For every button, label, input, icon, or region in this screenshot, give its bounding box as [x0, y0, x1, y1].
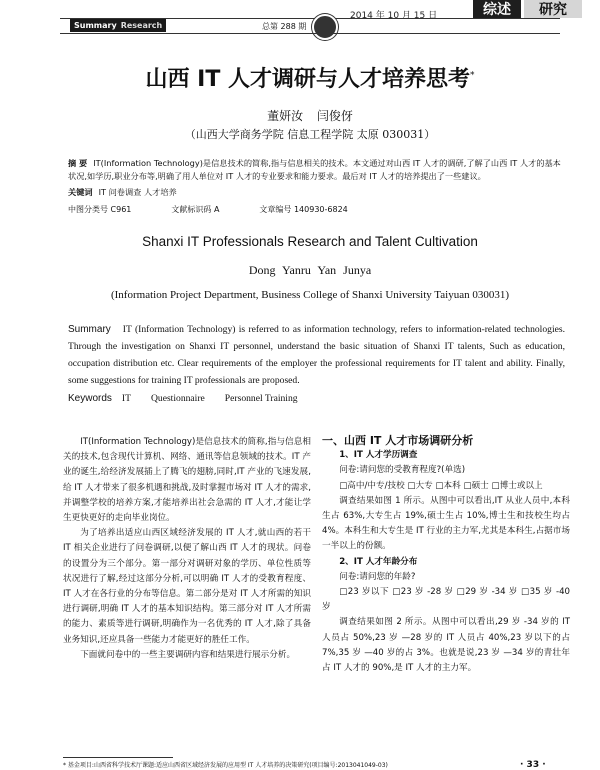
abstract-label: 摘 要 [68, 158, 88, 168]
summary-research-bar [70, 19, 166, 32]
header-rule-bottom [60, 33, 560, 34]
question-text: 问卷:请问您的受教育程度?(单选) [339, 465, 466, 476]
issue-date: 2014 年 10 月 15 日 [350, 11, 438, 21]
affiliation-cn: （山西大学商务学院 信息工程学院 太原 030031） [184, 128, 436, 141]
english-keywords-label: Keywords [68, 393, 112, 404]
english-keyword: Questionnaire [150, 393, 205, 404]
body-paragraph: IT(Information Technology)是信息技术的简称,指与信息相关的技术,包含现代计算机、网络、通讯等信息领域的技术。IT 产业的诞生,给经济发展插上了腾飞的翅膀,同时,IT 产业的飞速发展,给 IT 人才带来了很多机遇和挑战,及时掌握市场对 IT 人才的需求,并调整学校的培养方案,才能培养出社会急需的 IT 人才,才能让学生更快更好的走向毕业岗位。 [63, 437, 311, 524]
body-paragraph: 调查结果如图 1 所示。从图中可以看出,IT 从业人员中,本科生占 63%,大专生占 19%,硕士生占 10%,博士生和技校生均占 4%。本科生和大专生是 IT 行业的主力军,尤其是本科生,占据市场一半以上的份额。 [322, 495, 570, 552]
question-options: □23 岁以下 □23 岁 -28 岁 □29 岁 -34 岁 □35 岁 -40 岁 [322, 587, 570, 613]
english-keyword: Personnel Training [224, 393, 298, 404]
issue-number: 总第 288 期 [262, 22, 307, 31]
question-options: □高中/中专/技校 □大专 □本科 □硕士 □博士或以上 [339, 480, 543, 491]
english-keywords [68, 393, 318, 404]
question-text: 问卷:请问您的年龄? [339, 571, 416, 582]
keywords-cn [68, 187, 177, 198]
abstract-cn [68, 157, 568, 183]
keywords-label: 关键词 [68, 187, 93, 197]
section-tab-review: 综述 [473, 0, 521, 18]
subsection-heading: 1、IT 人才学历调查 [339, 450, 418, 461]
footnote-text: 基金项目:山西省科学技术厅课题:适应山西省区域经济发展的应用型 IT 人才培养的决策研究(项目编号:2013041049-03) [67, 762, 388, 769]
title-footnote-mark: * [470, 70, 475, 81]
footnote-rule [63, 757, 173, 758]
english-keyword: IT [121, 393, 131, 404]
subsection-heading: 2、IT 人才年龄分布 [339, 556, 418, 567]
body-paragraph: 下面就问卷中的一些主要调研内容和结果进行展示分析。 [80, 649, 296, 660]
journal-logo-icon [312, 14, 338, 40]
article-number: 文章编号 140930-6824 [259, 205, 348, 214]
body-right-column [322, 433, 570, 676]
research-label: Research [120, 21, 163, 30]
authors-cn: 董妍汝 闫俊伢 [267, 109, 353, 123]
body-left-column [63, 435, 311, 663]
english-title: Shanxi IT Professionals Research and Talent Cultivation [142, 234, 478, 249]
paper-title: 山西 IT 人才调研与人才培养思考* [145, 67, 475, 92]
english-affiliation: (Information Project Department, Business College of Shanxi University Taiyuan 030031) [110, 289, 509, 301]
english-summary-label: Summary [68, 324, 111, 335]
body-paragraph: 为了培养出适应山西区域经济发展的 IT 人才,就山西的若干 IT 相关企业进行了问卷调研,以便了解山西 IT 人才的现状。问卷的设置分为三个部分。第一部分对调研对象的学历、单位性质等状况进行了解,经过这部分分析,可以明确 IT 人才的受教育程度、IT 人才在各行业的分布等信息。第二部分是对 IT 人才所需的知识进行调研,明确 IT 人才的基本知识结构。第三部分对 IT 人才所需的能力、素质等进行调研,明确作为一名优秀的 IT 人才,除了具备业务知识,还应具备一些能力才能更好的胜任工作。 [63, 528, 311, 645]
english-authors: Dong Yanru Yan Junya [248, 263, 372, 277]
classification-line [68, 204, 388, 215]
section-tab-research: 研究 [524, 0, 582, 18]
clc-number: 中图分类号 C961 [68, 205, 132, 214]
english-summary [68, 321, 565, 389]
english-summary-text: IT (Information Technology) is referred to as information technology, refers to information-related technologies. Through the investigation on Shanxi IT personnel, understand the basic situation of Shanxi IT talents, Such as education, occupation distribution etc. Clear requirements of the employer the professional requirements for IT talent and ability. Finally, some suggestions for training IT professionals are proposed. [68, 324, 565, 386]
section-heading: 一、山西 IT 人才市场调研分析 [322, 434, 474, 447]
summary-label: Summary [74, 21, 117, 30]
footnote-mark: * [63, 762, 66, 769]
abstract-text: IT(Information Technology)是信息技术的简称,指与信息相关的技术。本文通过对山西 IT 人才的调研,了解了山西 IT 人才的基本状况,如学历,职业分布等,明确了用人单位对 IT 人才的专业要求和能力要求。最后对 IT 人才的培养提出了一些建议。 [68, 158, 561, 181]
body-paragraph: 调查结果如图 2 所示。从图中可以看出,29 岁 -34 岁的 IT 人员占 50%,23 岁 —28 岁的 IT 人员占 40%,23 岁以下的占 7%,35 岁 —40 岁的占 3%。也就是说,23 岁 —34 岁的青壮年占 IT 人才的 90%,是 IT 人才的主力军。 [322, 617, 570, 674]
doc-code: 文献标识码 A [171, 205, 220, 214]
page-number: · 33 · [520, 760, 546, 770]
keywords-text: IT 问卷调查 人才培养 [98, 187, 177, 197]
